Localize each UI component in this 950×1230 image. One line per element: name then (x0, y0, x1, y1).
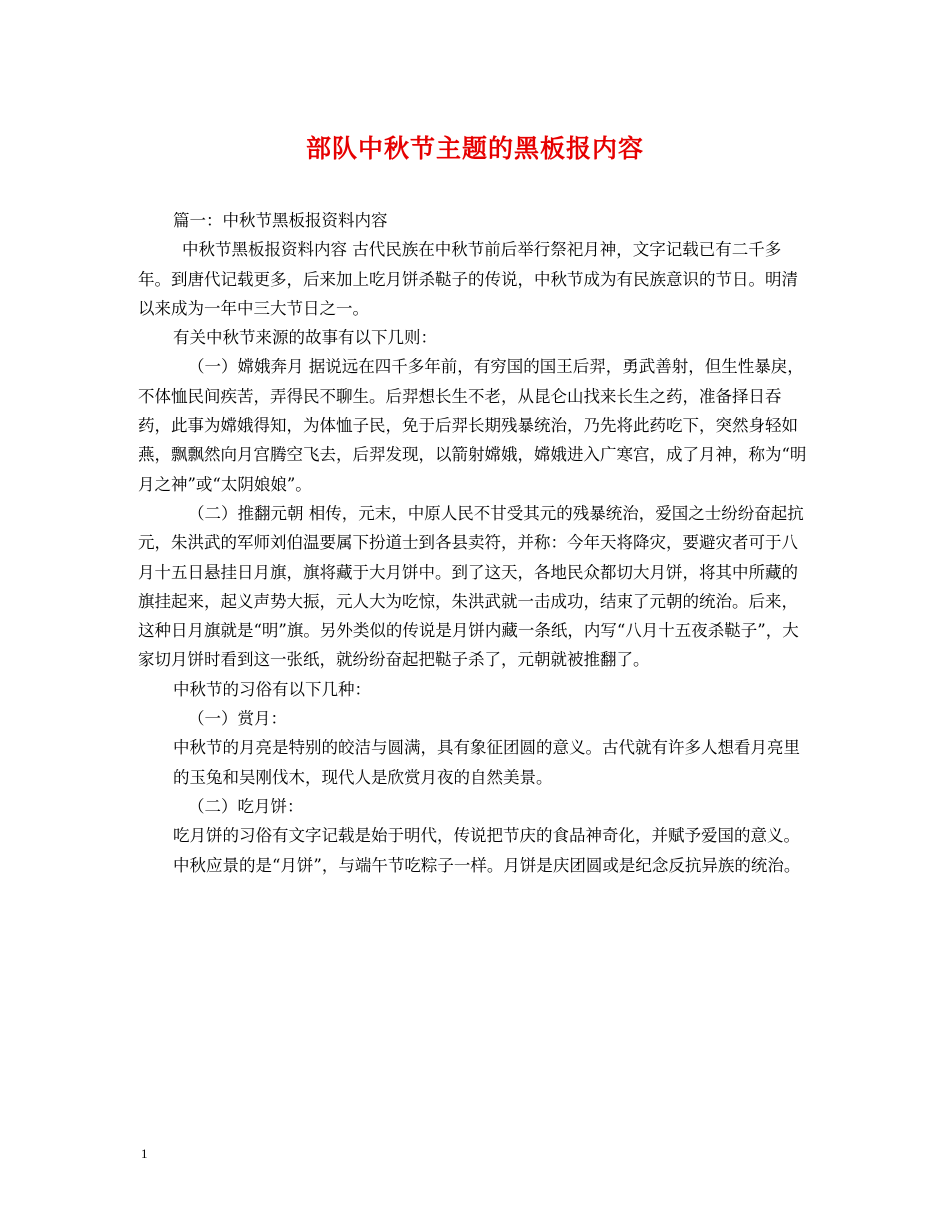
paragraph-origins-heading: 有关中秋节来源的故事有以下几则： (173, 328, 437, 348)
paragraph-moon-viewing: 中秋节的月亮是特别的皎洁与圆满，具有象征团圆的意义。古代就有许多人想看月亮里的玉兔和吴刚伐木，现代人是欣赏月夜的自然美景。 (173, 738, 800, 787)
paragraph-mooncake: 吃月饼的习俗有文字记载是始于明代，传说把节庆的食品神奇化，并赋予爱国的意义。 中秋应景的是“月饼”，与端午节吃粽子一样。月饼是庆团圆或是纪念反抗异族的统治。 (173, 826, 801, 875)
paragraph-mooncake-heading: （二）吃月饼： (188, 796, 304, 816)
paragraph-intro: 中秋节黑板报资料内容 古代民族在中秋节前后举行祭祀月神，文字记载已有二千多年。到唐代记载更多，后来加上吃月饼杀鞑子的传说，中秋节成为有民族意识的节日。明清以来成为一年中三大节日之一。 (138, 240, 798, 318)
section-heading: 篇一：中秋节黑板报资料内容 (173, 211, 388, 230)
page-number: 1 (141, 1146, 148, 1161)
paragraph-moon-viewing-heading: （一）赏月： (188, 709, 287, 729)
paragraph-change-e: （一）嫦娥奔月 据说远在四千多年前，有穷国的国王后羿，勇武善射，但生性暴戾，不体恤民间疾苦，弄得民不聊生。后羿想长生不老，从昆仑山找来长生之药，准备择日吞药，此事为嫦娥得知，为体恤子民，免于后羿长期残暴统治，乃先将此药吃下，突然身轻如燕，飘飘然向月宫腾空飞去，后羿发现，以箭射嫦娥，嫦娥进入广寒宫，成了月神，称为“明月之神”或“太阴娘娘”。 (138, 357, 807, 494)
paragraph-yuan-dynasty: （二）推翻元朝 相传，元末，中原人民不甘受其元的残暴统治，爱国之士纷纷奋起抗元，朱洪武的军师刘伯温要属下扮道士到各县卖符，并称：今年天将降灾，要避灾者可于八月十五日悬挂日月旗，旗将藏于大月饼中。到了这天，各地民众都切大月饼，将其中所藏的旗挂起来，起义声势大振，元人大为吃惊，朱洪武就一击成功，结束了元朝的统治。后来，这种日月旗就是“明”旗。另外类似的传说是月饼内藏一条纸，内写“八月十五夜杀鞑子”，大家切月饼时看到这一张纸，就纷纷奋起把鞑子杀了，元朝就被推翻了。 (138, 503, 804, 670)
document-title: 部队中秋节主题的黑板报内容 (305, 134, 644, 163)
paragraph-customs-heading: 中秋节的习俗有以下几种： (173, 679, 371, 699)
document-body (138, 206, 814, 880)
